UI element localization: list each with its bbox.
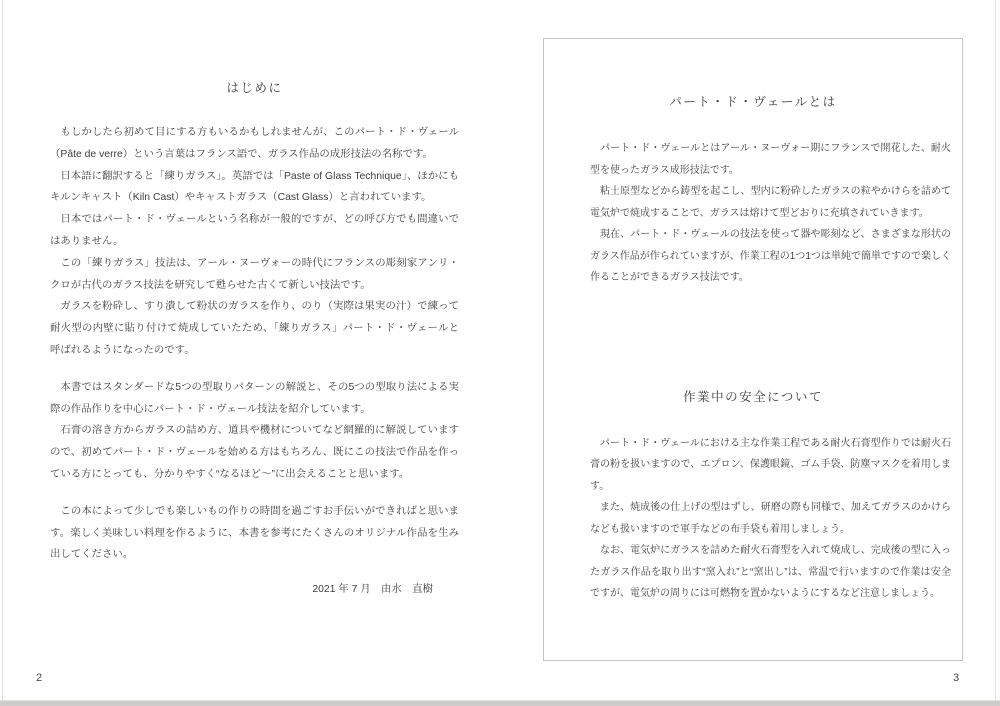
introduction-body xyxy=(50,122,459,566)
section-title: 作業中の安全について xyxy=(683,389,823,404)
paragraph: 日本ではパート・ド・ヴェールという名称が一般的ですが、どの呼び方でも間違いではありません。 xyxy=(50,214,459,247)
page-edge-bottom xyxy=(0,700,1000,706)
paragraph: 粘土原型などから鋳型を起こし、型内に粉砕したガラスの粒やかけらを詰めて電気炉で焼成することで、ガラスは熔けて型どおりに充填されていきます。 xyxy=(590,186,951,219)
page-edge-left xyxy=(2,0,3,706)
page-title-hajimeni: はじめに xyxy=(226,81,283,95)
paragraph: また、焼成後の仕上げの型はずし、研磨の際も同様で、加えてガラスのかけらなども扱いますので軍手などの布手袋も着用しましょう。 xyxy=(590,502,951,535)
paragraph-group xyxy=(50,501,459,566)
paragraph: パート・ド・ヴェールとはアール・ヌーヴォー期にフランスで開花した、耐火型を使ったガラス成形技法です。 xyxy=(590,143,951,176)
paragraph: 日本語に翻訳すると「練りガラス」。英語では「Paste of Glass Technique」、ほかにもキルンキャスト（Kiln Cast）やキャストガラス（Cast Glass）と言われています。 xyxy=(50,170,459,204)
page-edge-right xyxy=(995,0,996,706)
paragraph: 本書ではスタンダードな5つの型取りパターンの解説と、その5つの型取り法による実際の作品作りを中心にパート・ド・ヴェール技法を紹介しています。 xyxy=(50,381,459,415)
page-number-left: 2 xyxy=(36,672,43,684)
paragraph: ガラスを粉砕し、すり潰して粉状のガラスを作り、のり（実際は果実の汁）で練って耐火型の内壁に貼り付けて焼成していたため、「練りガラス」パート・ド・ヴェールと呼ばれるようになったのです。 xyxy=(50,301,459,356)
paragraph: この「練りガラス」技法は、アール・ヌーヴォーの時代にフランスの彫刻家アンリ・クロが古代のガラス技法を研究して甦らせた古くて新しい技法です。 xyxy=(50,257,459,291)
paragraph-group xyxy=(50,377,459,486)
paragraph: もしかしたら初めて目にする方もいるかもしれませんが、このパート・ド・ヴェール（Pâte de verre）という言葉はフランス語で、ガラス作品の成形技法の名称です。 xyxy=(50,127,459,160)
paragraph: パート・ド・ヴェールにおける主な作業工程である耐火石膏型作りでは耐火石膏の粉を扱いますので、エプロン、保護眼鏡、ゴム手袋、防塵マスクを着用します。 xyxy=(590,437,951,492)
section-body xyxy=(590,138,951,289)
section-work-safety xyxy=(544,389,962,605)
left-page xyxy=(50,80,459,601)
section-what-is-pate-de-verre xyxy=(544,94,962,289)
section-body xyxy=(590,433,951,605)
author-signature: 2021 年 7 月 由水 直樹 xyxy=(312,584,433,596)
paragraph: なお、電気炉にガラスを詰めた耐火石膏型を入れて焼成し、完成後の型に入ったガラス作品を取り出す“窯入れ”と“窯出し”は、常温で行いますので作業は安全ですが、電気炉の周りには可燃物を置かないようにするなど注意しましょう。 xyxy=(590,545,951,599)
paragraph-group xyxy=(50,122,459,362)
section-title: パート・ド・ヴェールとは xyxy=(669,95,837,109)
right-page-border-box xyxy=(543,38,963,661)
paragraph: 現在、パート・ド・ヴェールの技法を使って器や彫刻など、さまざまな形状のガラス作品が作られていますが、作業工程の1つ1つは単純で簡単ですので楽しく作ることができるガラス技法です。 xyxy=(590,229,951,283)
paragraph: この本によって少しでも楽しいもの作りの時間を過ごすお手伝いができればと思います。楽しく美味しい料理を作るように、本書を参考にたくさんのオリジナル作品を生み出してください。 xyxy=(50,505,459,561)
paragraph: 石膏の溶き方からガラスの詰め方、道具や機材についてなど網羅的に解説していますので、初めてパート・ド・ヴェールを始める方はもちろん、既にこの技法で作品を作っている方にとっても、分かりやすく“なるほど〜”に出会えることと思います。 xyxy=(50,425,459,480)
page-number-right: 3 xyxy=(953,672,960,684)
